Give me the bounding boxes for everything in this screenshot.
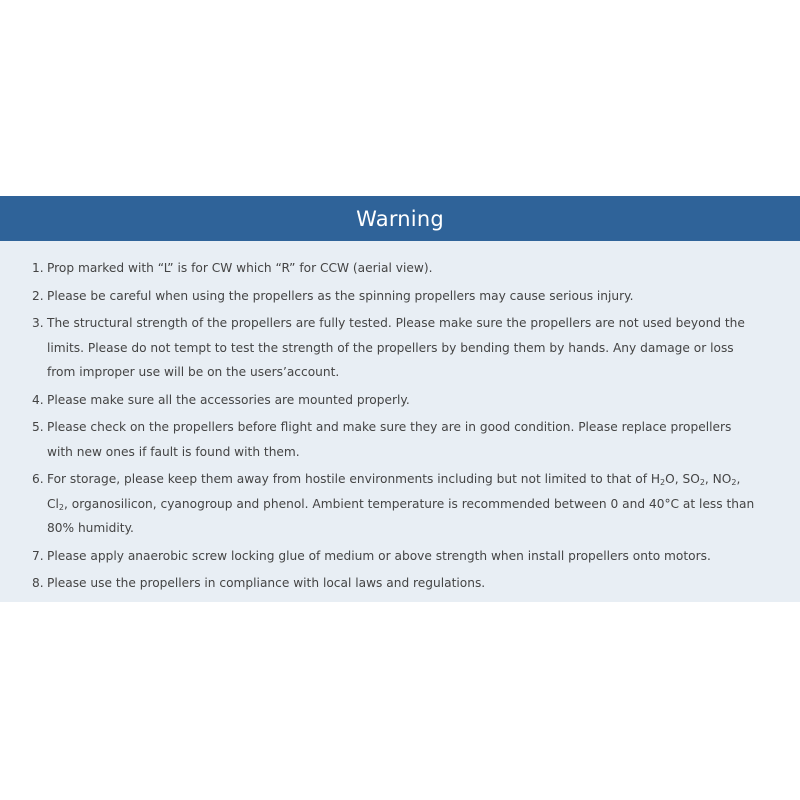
chemical-formula: $NO_2$: [712, 472, 737, 487]
chemical-formula: $Cl_2$: [47, 496, 64, 512]
item-text: Please use the propellers in compliance with local laws and regulations.: [47, 576, 486, 590]
warning-item: [32, 311, 760, 385]
warning-list: [0, 241, 800, 596]
warning-item: [32, 415, 760, 464]
item-number: 8.: [32, 576, 44, 590]
chemical-formula: $H_2O$: [650, 472, 675, 487]
item-text: The structural strength of the propellers are fully tested. Please make sure the propellers are not used beyond the limits. Please do not tempt to test the strength of the propellers by bending them by hands. Any damage or loss from improper use will be on the users’account.: [47, 316, 745, 379]
warning-item: [32, 388, 760, 413]
item-text: Please check on the propellers before flight and make sure they are in good condition. Please replace propellers with new ones if fault is found with them.: [47, 420, 732, 459]
warning-item: [32, 544, 760, 569]
item-number: 3.: [32, 316, 44, 330]
item-number: 2.: [32, 288, 44, 303]
item-number: 5.: [32, 420, 44, 434]
chemical-formula: $SO_2$: [682, 472, 705, 487]
item-number: 1.: [32, 261, 44, 275]
warning-item: [32, 284, 760, 309]
item-text: Please apply anaerobic screw locking glue of medium or above strength when install propellers onto motors.: [47, 548, 711, 563]
item-text: Prop marked with “L” is for CW which “R” for CCW (aerial view).: [47, 261, 433, 275]
warning-panel: [0, 196, 800, 602]
item-text: Please make sure all the accessories are mounted properly.: [47, 392, 410, 407]
warning-title: Warning: [0, 196, 800, 241]
item-text: For storage, please keep them away from hostile environments including but not limited to that of $H_2O$, $SO_2$, $NO_2$, $Cl_2$, organosilicon, cyanogroup and phenol. Ambient temperature is recommended between 0 and 40°C at less than 80% humidity.: [47, 472, 755, 535]
item-text: Please be careful when using the propellers as the spinning propellers may cause serious injury.: [47, 288, 634, 303]
warning-item: [32, 467, 760, 541]
warning-item: [32, 571, 760, 596]
warning-item: [32, 256, 760, 281]
item-number: 4.: [32, 392, 44, 407]
item-number: 6.: [32, 472, 44, 486]
item-number: 7.: [32, 548, 44, 563]
